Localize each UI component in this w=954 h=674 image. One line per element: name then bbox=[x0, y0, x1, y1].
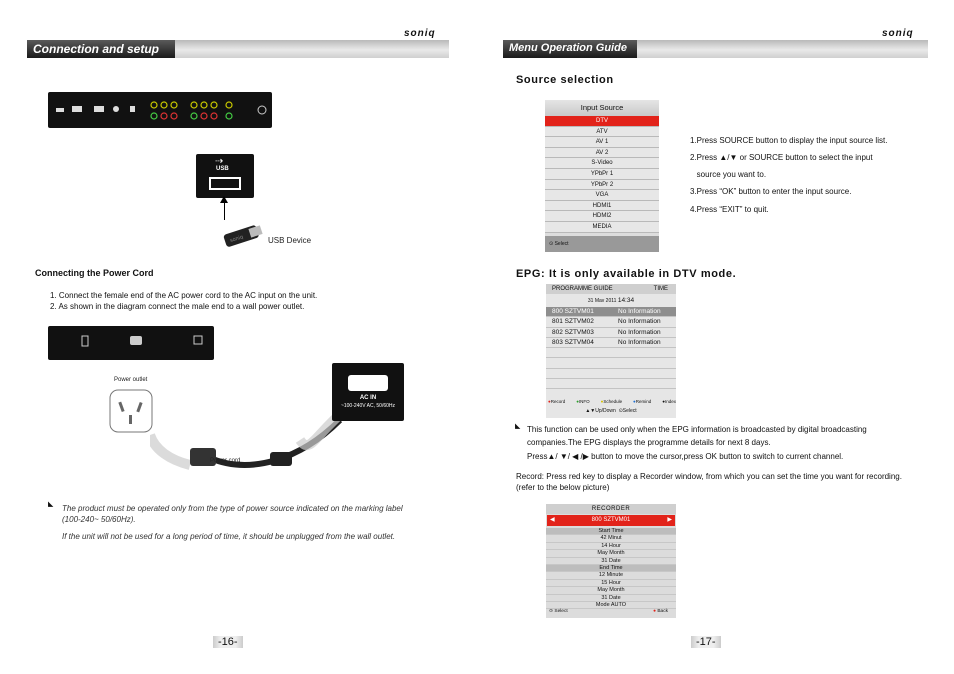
left-arrow-icon: ◀ bbox=[550, 517, 555, 523]
connector-ports-graphic bbox=[48, 92, 272, 128]
epg-title: EPG: It is only available in DTV mode. bbox=[516, 268, 737, 280]
color-key-icon: ● bbox=[633, 399, 636, 404]
epg-description-3: Press▲/ ▼/ ◀ /▶ button to move the cursor,press OK button to switch to current channel. bbox=[527, 452, 844, 461]
power-outlet-caption: Power outlet bbox=[114, 377, 148, 383]
input-source-item[interactable]: MEDIA bbox=[545, 222, 659, 233]
source-step-4: 4.Press “EXIT” to quit. bbox=[690, 205, 769, 214]
power-cord-title: Connecting the Power Cord bbox=[35, 268, 154, 278]
input-source-item[interactable]: YPbPr 2 bbox=[545, 180, 659, 191]
epg-legend-item bbox=[601, 399, 622, 404]
epg-guide-title: PROGRAMME GUIDE bbox=[552, 286, 613, 292]
epg-channel-info: No Information bbox=[618, 328, 661, 336]
input-source-select: Select bbox=[554, 241, 569, 247]
epg-channel-list bbox=[546, 307, 676, 389]
recorder-field[interactable]: May Month bbox=[546, 587, 676, 594]
epg-legend-item bbox=[662, 399, 676, 404]
epg-time: 14:34 bbox=[617, 297, 635, 304]
epg-legend-label: Index bbox=[664, 399, 676, 404]
ac-in-panel bbox=[332, 363, 404, 421]
color-key-icon: ● bbox=[600, 399, 604, 404]
input-source-item[interactable]: VGA bbox=[545, 190, 659, 201]
usb-stick-icon bbox=[220, 220, 266, 250]
recorder-title: RECORDER bbox=[546, 504, 676, 514]
ok-icon: ⊙ bbox=[549, 609, 554, 614]
input-source-item[interactable]: S-Video bbox=[545, 158, 659, 169]
epg-channel-row bbox=[546, 369, 676, 379]
power-note-2: If the unit will not be used for a long period of time, it should be unplugged from the wall outlet. bbox=[62, 532, 396, 541]
recorder-field[interactable]: 14 Hour bbox=[546, 543, 676, 550]
ok-icon: ⊙ bbox=[618, 408, 623, 414]
right-brand-logo: soniq bbox=[882, 28, 914, 39]
ac-rating-label: ~100-240V AC, 50/60Hz bbox=[340, 403, 396, 409]
recorder-field[interactable]: Start Time bbox=[546, 528, 676, 535]
input-source-item[interactable]: HDMI2 bbox=[545, 211, 659, 222]
input-source-item[interactable]: YPbPr 1 bbox=[545, 169, 659, 180]
recorder-field[interactable]: 31 Date bbox=[546, 558, 676, 565]
power-outlet-icon bbox=[108, 388, 154, 434]
ac-socket-icon bbox=[348, 375, 388, 391]
ok-icon: ⊙ bbox=[549, 241, 554, 247]
source-step-2b: source you want to. bbox=[690, 170, 767, 179]
usb-port-label: USB bbox=[216, 166, 229, 172]
arrow-head-icon bbox=[220, 196, 228, 203]
updown-icon: ▲▼ bbox=[585, 408, 596, 414]
left-page-number: -16- bbox=[213, 636, 243, 648]
epg-channel-row bbox=[546, 348, 676, 358]
note-arrow-icon: ◣ bbox=[48, 501, 54, 508]
recorder-field[interactable]: 15 Hour bbox=[546, 580, 676, 587]
source-step-1: 1.Press SOURCE button to display the input source list. bbox=[690, 136, 888, 145]
svg-text:soniq: soniq bbox=[229, 234, 244, 245]
epg-legend-label: Remind bbox=[635, 399, 652, 404]
color-key-icon: ● bbox=[576, 399, 579, 404]
recorder-select: Select bbox=[554, 609, 568, 614]
epg-date: 31 Mav 2011 bbox=[587, 298, 617, 304]
epg-note-arrow-icon: ◣ bbox=[515, 423, 521, 430]
power-step-2: 2. As shown in the diagram connect the male end to a wall power outlet. bbox=[50, 302, 305, 311]
power-note-1: The product must be operated only from the type of power source indicated on the marking label (100-240~ 50/60Hz). bbox=[62, 504, 403, 524]
epg-legend-label: Schedule bbox=[603, 399, 623, 404]
right-header-title: Menu Operation Guide bbox=[503, 40, 637, 58]
epg-legend-label: INFO bbox=[578, 399, 590, 404]
epg-description-2: companies.The EPG displays the programme details for next 8 days. bbox=[527, 438, 771, 447]
epg-select-hint: Select bbox=[622, 408, 637, 414]
epg-legend-label: Record bbox=[550, 399, 566, 404]
power-step-1: 1. Connect the female end of the AC power cord to the AC input on the unit. bbox=[50, 291, 318, 300]
right-page-number: -17- bbox=[691, 636, 721, 648]
epg-channel-name: 803 SZTVM04 bbox=[552, 338, 594, 346]
left-header-title: Connection and setup bbox=[27, 40, 175, 58]
epg-channel-name: 800 SZTVM01 bbox=[552, 308, 594, 315]
epg-channel-row[interactable] bbox=[546, 317, 676, 327]
right-arrow-icon: ▶ bbox=[667, 517, 672, 523]
recorder-field[interactable]: May Month bbox=[546, 550, 676, 557]
epg-legend-item bbox=[576, 399, 589, 404]
ac-in-label: AC IN bbox=[359, 395, 377, 401]
source-step-3: 3.Press “OK” button to enter the input source. bbox=[690, 187, 852, 196]
power-cord-caption: Power cord bbox=[210, 458, 241, 464]
recorder-field[interactable]: Mode AUTO bbox=[546, 602, 676, 609]
epg-legend-item bbox=[633, 399, 651, 404]
usb-symbol-icon: ⇢ bbox=[215, 156, 224, 167]
epg-time-label: TIME bbox=[653, 286, 668, 292]
epg-channel-row[interactable] bbox=[546, 307, 676, 317]
input-source-item[interactable]: HDMI1 bbox=[545, 201, 659, 212]
epg-channel-info: No Information bbox=[618, 318, 661, 326]
source-selection-title: Source selection bbox=[516, 74, 614, 86]
epg-screen bbox=[546, 284, 676, 418]
source-step-2: 2.Press ▲/▼ or SOURCE button to select the input bbox=[690, 153, 873, 162]
epg-nav-hint: Up/Down bbox=[595, 408, 616, 414]
color-key-icon: ● bbox=[662, 399, 665, 404]
epg-channel-name: 801 SZTVM02 bbox=[552, 318, 594, 326]
usb-port-slot bbox=[209, 177, 241, 190]
power-panel bbox=[48, 326, 214, 360]
epg-channel-name: 802 SZTVM03 bbox=[552, 328, 594, 336]
input-source-footer bbox=[545, 236, 659, 252]
color-key-icon: ● bbox=[548, 399, 551, 404]
input-source-list bbox=[545, 116, 659, 233]
left-brand-logo: soniq bbox=[404, 28, 436, 39]
epg-channel-row[interactable] bbox=[546, 328, 676, 338]
epg-channel-row bbox=[546, 358, 676, 368]
recorder-field[interactable]: 31 Date bbox=[546, 595, 676, 602]
epg-channel-info: No Information bbox=[618, 308, 661, 315]
recorder-field[interactable]: 12 Minute bbox=[546, 572, 676, 579]
input-source-item[interactable]: AV 1 bbox=[545, 137, 659, 148]
input-source-item[interactable]: AV 2 bbox=[545, 148, 659, 159]
recorder-field[interactable]: End Time bbox=[546, 565, 676, 572]
record-description: Record: Press red key to display a Recorder window, from which you can set the time you want for recording.(refer to the below picture) bbox=[516, 472, 902, 492]
rear-connector-panel bbox=[48, 92, 272, 128]
input-source-menu bbox=[545, 100, 659, 252]
input-source-item[interactable]: DTV bbox=[545, 116, 659, 127]
epg-channel-info: No Information bbox=[618, 338, 661, 346]
recorder-back: Back bbox=[657, 609, 668, 614]
recorder-field-list bbox=[546, 528, 676, 609]
epg-legend bbox=[548, 399, 676, 404]
epg-legend-item bbox=[548, 399, 565, 404]
usb-port-zoom bbox=[196, 154, 254, 198]
red-dot-icon: ● bbox=[653, 609, 656, 614]
epg-channel-row[interactable] bbox=[546, 338, 676, 348]
recorder-channel: 800 SZTVM01 bbox=[591, 517, 631, 523]
recorder-screen bbox=[546, 504, 676, 618]
input-source-item[interactable]: ATV bbox=[545, 127, 659, 138]
recorder-field[interactable]: 42 Minut bbox=[546, 535, 676, 542]
usb-device-caption: USB Device bbox=[268, 236, 312, 245]
epg-channel-row bbox=[546, 379, 676, 389]
epg-description-1: This function can be used only when the EPG information is broadcasted by digital broadcasting bbox=[527, 425, 867, 434]
input-source-title: Input Source bbox=[545, 100, 659, 116]
